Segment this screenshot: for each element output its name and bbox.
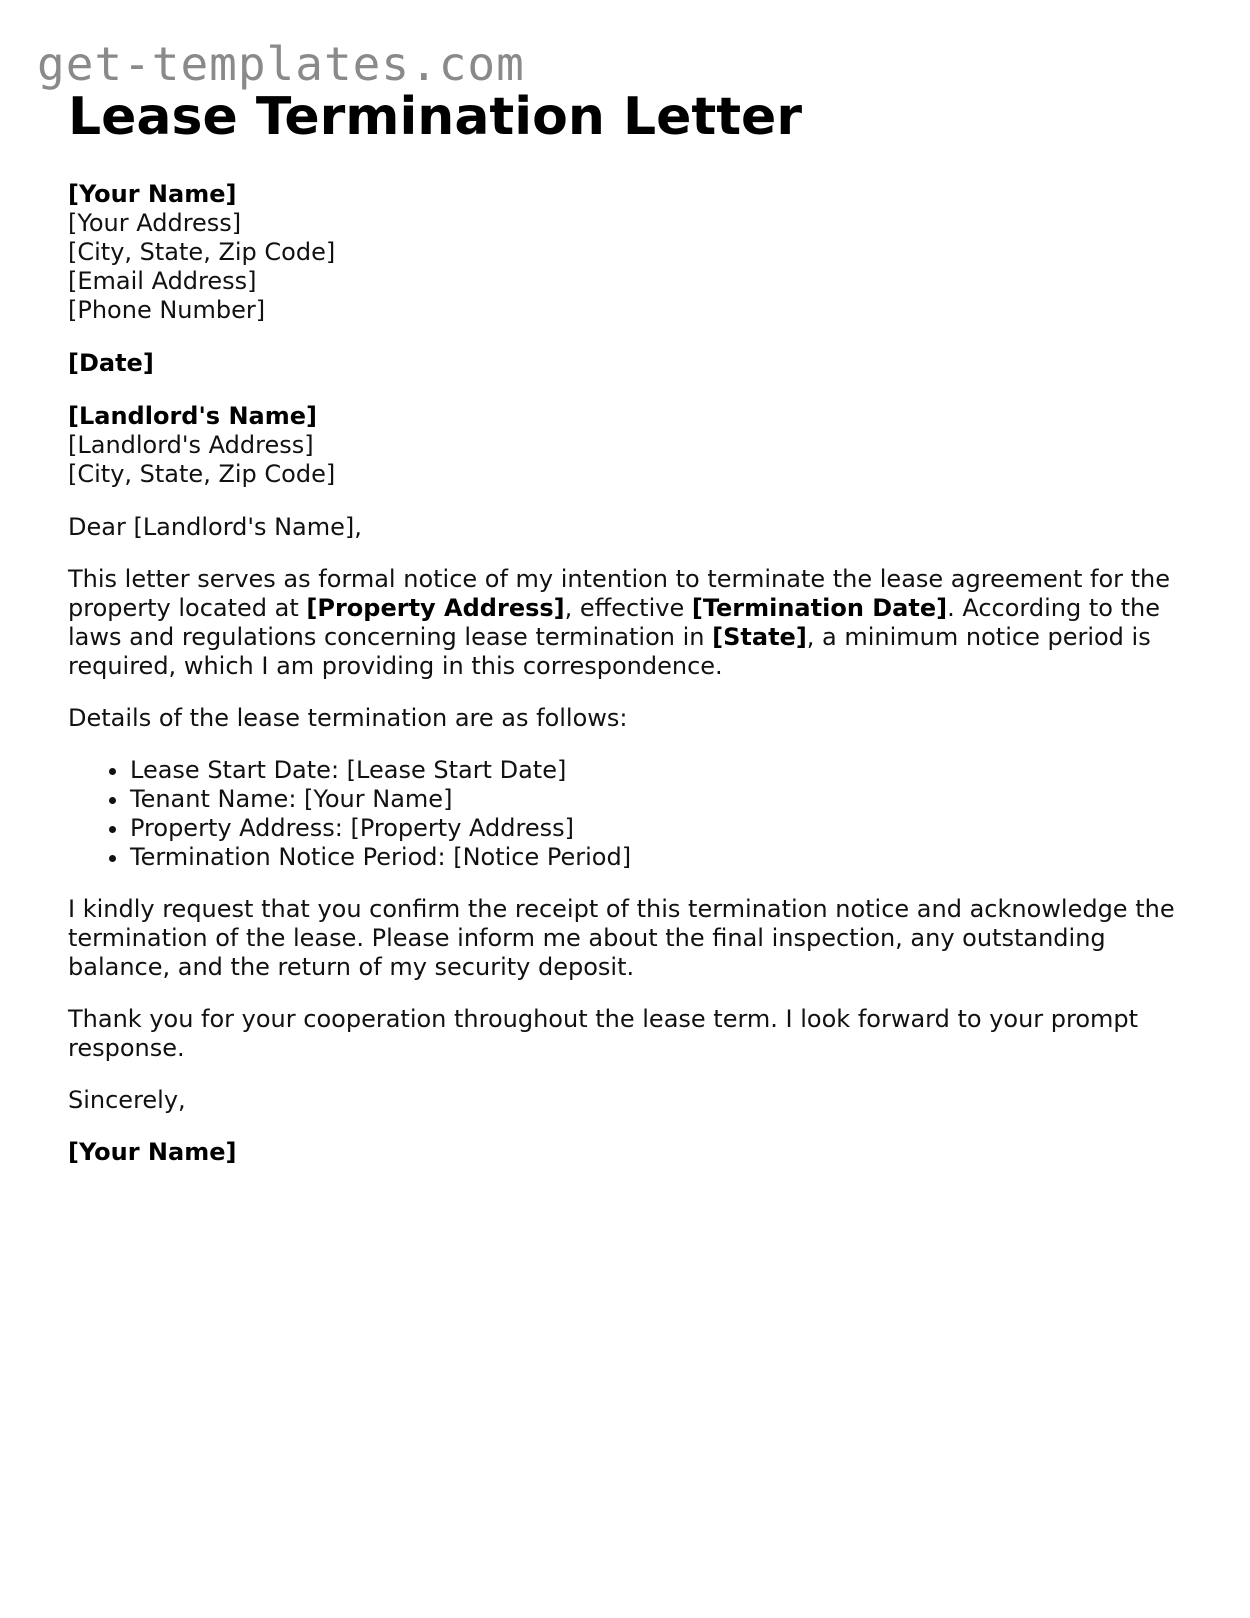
sender-name: [Your Name] [68, 180, 237, 208]
state-placeholder: [State] [712, 623, 807, 651]
recipient-address: [Landlord's Address] [68, 431, 314, 459]
body-paragraph-1-part-3: . According to the laws and regulations concerning lease termination in [68, 594, 1160, 651]
letter-document [68, 82, 1188, 1167]
recipient-name: [Landlord's Name] [68, 402, 317, 430]
details-intro: Details of the lease termination are as follows: [68, 704, 628, 732]
sender-block [68, 180, 1188, 325]
list-item: • Property Address: [Property Address] [130, 814, 1188, 843]
sender-phone: [Phone Number] [68, 296, 266, 324]
body-paragraph-1-part-1: This letter serves as formal notice of my intention to terminate the lease agreement for the property located at [68, 565, 1171, 622]
salutation: Dear [Landlord's Name], [68, 513, 362, 541]
page-title: Lease Termination Letter [68, 87, 802, 147]
body-paragraph-1-part-2: , effective [564, 594, 692, 622]
closing: Sincerely, [68, 1086, 186, 1114]
list-item: • Tenant Name: [Your Name] [130, 785, 1188, 814]
details-list [68, 756, 1188, 872]
body-paragraph-2: I kindly request that you confirm the receipt of this termination notice and acknowledge the termination of the lease. Please inform me about the final inspection, any outstanding balance, and the return of my security deposit. [68, 895, 1175, 981]
sender-email: [Email Address] [68, 267, 257, 295]
list-item: • Termination Notice Period: [Notice Period] [130, 843, 1188, 872]
list-item: • Lease Start Date: [Lease Start Date] [130, 756, 1188, 785]
termination-date-placeholder: [Termination Date] [691, 594, 948, 622]
signature-name: [Your Name] [68, 1138, 237, 1166]
recipient-block [68, 402, 1188, 489]
body-paragraph-3: Thank you for your cooperation throughout the lease term. I look forward to your prompt response. [68, 1005, 1139, 1062]
recipient-city-state-zip: [City, State, Zip Code] [68, 460, 336, 488]
body-paragraph-1 [68, 565, 1188, 681]
letter-date: [Date] [68, 349, 154, 377]
sender-address: [Your Address] [68, 209, 242, 237]
property-address-placeholder: [Property Address] [306, 594, 565, 622]
watermark-text: get-templates.com [37, 37, 525, 91]
body-paragraph-1-part-4: , a minimum notice period is required, which I am providing in this correspondence. [68, 623, 1151, 680]
sender-city-state-zip: [City, State, Zip Code] [68, 238, 336, 266]
